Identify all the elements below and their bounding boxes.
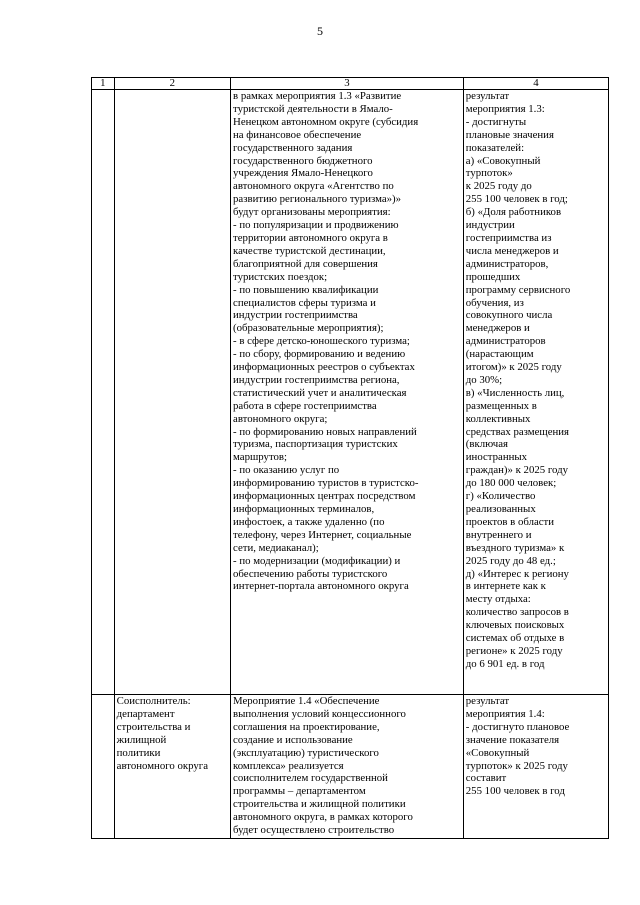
table-row xyxy=(92,695,609,839)
text-line: строительства и xyxy=(116,720,191,733)
text-line: размещенных в xyxy=(465,399,537,412)
text-line: информационных реестров о субъектах xyxy=(233,361,415,374)
text-line: индустрии гостеприимства xyxy=(233,309,358,322)
text-line: Мероприятие 1.4 «Обеспечение xyxy=(233,695,380,707)
text-line: туристских поездок; xyxy=(233,270,328,283)
text-line: - в сфере детско-юношеского туризма; xyxy=(233,335,410,348)
text-line: комплекса» реализуется xyxy=(233,759,344,772)
text-line: индустрии гостеприимства региона, xyxy=(233,373,400,386)
text-line: значение показателя xyxy=(465,733,560,746)
text-line: автономного округа xyxy=(116,759,209,772)
text-line: - по модернизации (модификации) и xyxy=(233,554,401,567)
text-line: (включая xyxy=(465,438,508,451)
text-line: (нарастающим xyxy=(465,348,534,361)
text-line: информационных центрах посредством xyxy=(233,490,416,503)
text-line: до 180 000 человек; xyxy=(465,477,557,490)
text-line: политики xyxy=(116,746,161,759)
text-line: 255 100 человек в год; xyxy=(465,193,568,206)
text-line: турпоток» xyxy=(465,167,513,180)
text-line: въездного туризма» к xyxy=(465,541,565,554)
text-line: реализованных xyxy=(465,503,536,515)
text-line: программы – департаментом xyxy=(233,785,366,798)
text-line: - по формированию новых направлений xyxy=(233,425,417,438)
row2-col3-measure-1-4 xyxy=(231,695,464,839)
table-header-row xyxy=(92,78,609,90)
text-line: специалистов сферы туризма и xyxy=(233,296,376,309)
text-line: статистический учет и аналитическая xyxy=(233,386,407,399)
text-line: обеспечению работы туристского xyxy=(233,567,388,580)
text-line: будут организованы мероприятия: xyxy=(233,206,391,219)
text-line: департамент xyxy=(116,707,175,720)
text-line: программу сервисного xyxy=(465,283,571,296)
text-line: гостеприимства из xyxy=(465,231,552,244)
row2-col4-result-1-4 xyxy=(463,695,608,839)
text-line: инфостоек, а также удаленно (по xyxy=(233,515,385,528)
text-line: соглашения на проектирование, xyxy=(233,720,380,733)
text-line: коллективных xyxy=(465,412,531,425)
text-line: граждан)» к 2025 году xyxy=(465,464,568,477)
text-line: государственного бюджетного xyxy=(233,154,373,167)
text-line: результат xyxy=(465,90,510,102)
text-line: мероприятия 1.3: xyxy=(465,102,545,115)
text-line: до 30%; xyxy=(465,373,503,386)
text-line: информационных терминалов, xyxy=(233,503,375,515)
text-line: автономного округа; xyxy=(233,412,328,425)
text-line: в рамках мероприятия 1.3 «Развитие xyxy=(233,90,402,102)
text-line: (эксплуатацию) туристического xyxy=(233,746,379,759)
text-line: жилищной xyxy=(116,733,167,746)
text-line: развитию регионального туризма»)» xyxy=(233,193,402,206)
measures-table xyxy=(91,77,609,839)
row1-col1 xyxy=(92,90,115,695)
row1-col4-result-1-3 xyxy=(463,90,608,695)
text-line: туристской деятельности в Ямало- xyxy=(233,102,393,115)
text-line: - достигнуты xyxy=(465,115,527,128)
text-line: будет осуществлено строительство xyxy=(233,824,395,837)
text-line: иностранных xyxy=(465,451,528,464)
text-line: системах об отдыхе в xyxy=(465,632,565,645)
row2-col1 xyxy=(92,695,115,839)
text-line: туризма, паспортизация туристских xyxy=(233,438,398,451)
text-line: регионе» к 2025 году xyxy=(465,644,563,657)
text-line: создание и использование xyxy=(233,733,353,746)
text-line: - по сбору, формированию и ведению xyxy=(233,348,406,361)
text-line: а) «Совокупный xyxy=(465,154,541,167)
text-line: администраторов, xyxy=(465,257,549,270)
text-line: результат xyxy=(465,695,510,707)
row1-col2 xyxy=(114,90,230,695)
text-line: обучения, из xyxy=(465,296,524,309)
text-line: мероприятия 1.4: xyxy=(465,707,545,720)
text-line: сети, медиаканал); xyxy=(233,541,319,554)
text-line: итогом)» к 2025 году xyxy=(465,361,562,374)
text-line: 2025 году до 48 ед.; xyxy=(465,554,556,567)
row2-col2-coexecutor xyxy=(114,695,230,839)
text-line: 255 100 человек в год xyxy=(465,785,565,798)
text-line: прошедших xyxy=(465,270,521,283)
text-line: средствах размещения xyxy=(465,425,570,438)
text-line: телефону, через Интернет, социальные xyxy=(233,528,412,541)
text-line: Соисполнитель: xyxy=(116,695,191,707)
text-line: соисполнителем государственной xyxy=(233,772,388,785)
text-line: - по популяризации и продвижению xyxy=(233,219,399,232)
text-line: - достигнуто плановое xyxy=(465,720,570,733)
text-line: индустрии xyxy=(465,219,515,232)
text-line: интернет-портала автономного округа xyxy=(233,580,409,593)
header-col-4: 4 xyxy=(463,78,608,90)
text-line: маршрутов; xyxy=(233,451,288,464)
text-line: показателей: xyxy=(465,141,525,154)
text-line: - по оказанию услуг по xyxy=(233,464,340,477)
text-line: работа в сфере гостеприимства xyxy=(233,399,377,412)
table-row xyxy=(92,90,609,695)
text-line: числа менеджеров и xyxy=(465,244,559,257)
text-line: к 2025 году до xyxy=(465,180,532,193)
text-line: благоприятной для совершения xyxy=(233,257,378,270)
text-line: автономного округа, в рамках которого xyxy=(233,811,413,824)
text-line: турпоток» к 2025 году xyxy=(465,759,568,772)
text-line: администраторов xyxy=(465,335,546,348)
text-line: до 6 901 ед. в год xyxy=(465,657,545,670)
text-line: Ненецком автономном округе (субсидия xyxy=(233,115,419,128)
page-number: 5 xyxy=(317,24,323,38)
text-line: (образовательные мероприятия); xyxy=(233,322,384,335)
text-line: совокупного числа xyxy=(465,309,553,322)
text-line: количество запросов в xyxy=(465,606,569,619)
row1-col3-measure-1-3 xyxy=(231,90,464,695)
text-line: составит xyxy=(465,772,507,785)
text-line: выполнения условий концессионного xyxy=(233,707,406,720)
text-line: в интернете как к xyxy=(465,580,546,593)
header-col-2: 2 xyxy=(114,78,230,90)
text-line: плановые значения xyxy=(465,128,554,141)
text-line: территории автономного округа в xyxy=(233,231,388,244)
text-line: - по повышению квалификации xyxy=(233,283,379,296)
text-line: ключевых поисковых xyxy=(465,619,565,632)
text-line: на финансовое обеспечение xyxy=(233,128,362,141)
text-line: б) «Доля работников xyxy=(465,206,562,219)
text-line: автономного округа «Агентство по xyxy=(233,180,394,193)
text-line: д) «Интерес к региону xyxy=(465,567,569,580)
text-line: «Совокупный xyxy=(465,746,530,759)
text-line: качестве туристской дестинации, xyxy=(233,244,386,257)
text-line: менеджеров и xyxy=(465,322,530,335)
text-line: проектов в области xyxy=(465,515,555,528)
text-line: месту отдыха: xyxy=(465,593,531,606)
text-line: г) «Количество xyxy=(465,490,536,503)
text-line: информированию туристов в туристско- xyxy=(233,477,419,490)
text-line: учреждения Ямало-Ненецкого xyxy=(233,167,373,180)
header-col-3: 3 xyxy=(231,78,464,90)
text-line: государственного задания xyxy=(233,141,353,154)
text-line: строительства и жилищной политики xyxy=(233,798,406,811)
text-line: в) «Численность лиц, xyxy=(465,386,565,399)
text-line: внутреннего и xyxy=(465,528,532,541)
header-col-1: 1 xyxy=(92,78,115,90)
